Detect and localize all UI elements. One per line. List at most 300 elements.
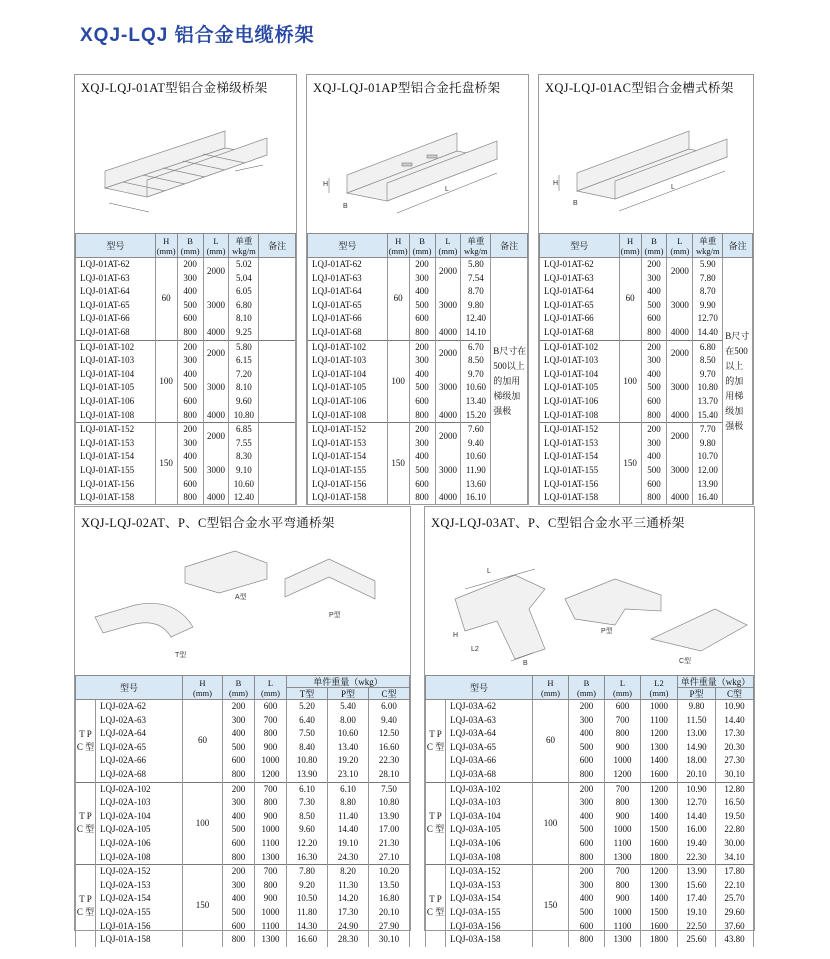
- length-cell: 4000: [435, 491, 461, 505]
- weight-cell: 14.40: [693, 326, 723, 340]
- value-cell: 1100: [605, 920, 641, 934]
- value-cell: 200: [223, 782, 255, 796]
- model-cell: LQJ-01AT-66: [540, 312, 620, 326]
- height-cell: 150: [155, 423, 177, 505]
- model-cell: LQJ-02A-106: [96, 837, 183, 851]
- value-cell: 500: [223, 906, 255, 920]
- model-cell: LQJ-03A-108: [446, 851, 533, 865]
- width-cell: 200: [641, 340, 667, 354]
- type-label-cell: T P C 型: [76, 865, 96, 947]
- ladder-tray-illustration: [75, 93, 296, 233]
- length-cell: 4000: [203, 409, 229, 423]
- weight-cell: 9.60: [229, 395, 259, 409]
- value-cell: 8.50: [287, 810, 328, 824]
- model-cell: LQJ-02A-62: [96, 700, 183, 714]
- col-b: B (mm): [641, 234, 667, 258]
- model-cell: LQJ-01AT-108: [540, 409, 620, 423]
- width-cell: 500: [641, 464, 667, 478]
- table-row: [426, 782, 754, 796]
- width-cell: 800: [177, 409, 203, 423]
- value-cell: 30.10: [716, 768, 754, 782]
- value-cell: 300: [223, 796, 255, 810]
- length-cell: 4000: [203, 491, 229, 505]
- value-cell: 17.80: [716, 865, 754, 879]
- value-cell: 12.80: [716, 782, 754, 796]
- panel-tray: [306, 74, 529, 505]
- value-cell: 1000: [255, 823, 287, 837]
- model-cell: LQJ-02A-64: [96, 727, 183, 741]
- panel-title: XQJ-LQJ-01AC型铝合金槽式桥架: [545, 81, 734, 95]
- panel-title: XQJ-LQJ-03AT、P、C型铝合金水平三通桥架: [431, 516, 685, 530]
- weight-cell: 5.80: [461, 258, 491, 272]
- value-cell: 12.70: [678, 796, 716, 810]
- model-cell: LQJ-01AT-158: [540, 491, 620, 505]
- model-cell: LQJ-01AT-63: [540, 272, 620, 286]
- table-row: [540, 395, 753, 409]
- height-cell: 60: [387, 258, 409, 341]
- width-cell: 400: [177, 450, 203, 464]
- col-t: T型: [287, 688, 328, 700]
- model-cell: LQJ-02A-66: [96, 754, 183, 768]
- value-cell: 500: [569, 906, 605, 920]
- value-cell: 1300: [255, 933, 287, 947]
- type-label-cell: T P C 型: [426, 865, 446, 947]
- col-l: L (mm): [255, 676, 287, 700]
- value-cell: 9.80: [678, 700, 716, 714]
- height-cell: 100: [619, 340, 641, 423]
- panel-horizontal-bend: [74, 506, 411, 945]
- value-cell: 16.50: [716, 796, 754, 810]
- value-cell: 600: [569, 837, 605, 851]
- length-cell: 3000: [203, 450, 229, 491]
- table-row: [426, 823, 754, 837]
- weight-cell: 9.40: [461, 437, 491, 451]
- model-cell: LQJ-01AT-108: [76, 409, 156, 423]
- model-cell: LQJ-03A-152: [446, 865, 533, 879]
- model-cell: LQJ-03A-63: [446, 714, 533, 728]
- model-cell: LQJ-02A-152: [96, 865, 183, 879]
- col-b: B (mm): [569, 676, 605, 700]
- value-cell: 1500: [641, 823, 678, 837]
- table-row: [76, 920, 410, 934]
- value-cell: 16.60: [369, 741, 410, 755]
- model-cell: LQJ-01AT-152: [308, 423, 388, 437]
- height-cell: 60: [533, 700, 569, 783]
- tray-illustration: [307, 93, 528, 233]
- trough-illustration: [539, 93, 753, 233]
- value-cell: 900: [605, 810, 641, 824]
- col-model: 型号: [76, 234, 156, 258]
- weight-cell: 12.00: [693, 464, 723, 478]
- value-cell: 5.20: [287, 700, 328, 714]
- model-cell: LQJ-01AT-106: [540, 395, 620, 409]
- model-cell: LQJ-01AT-153: [308, 437, 388, 451]
- col-weight: 单件重量（wkg）: [678, 676, 754, 688]
- width-cell: 200: [641, 423, 667, 437]
- value-cell: 1300: [641, 796, 678, 810]
- model-cell: LQJ-01AT-153: [540, 437, 620, 451]
- col-weight: 单重 wkg/m: [461, 234, 491, 258]
- svg-text:L: L: [445, 186, 449, 193]
- page-title: XQJ-LQJ 铝合金电缆桥架: [80, 25, 315, 46]
- value-cell: 900: [255, 810, 287, 824]
- value-cell: 24.30: [328, 851, 369, 865]
- model-cell: LQJ-01AT-65: [540, 299, 620, 313]
- value-cell: 43.80: [716, 933, 754, 947]
- table-row: [426, 796, 754, 810]
- col-h: H (mm): [156, 235, 176, 256]
- table-row: [426, 754, 754, 768]
- value-cell: 300: [569, 879, 605, 893]
- weight-cell: 10.60: [461, 450, 491, 464]
- value-cell: 13.90: [369, 810, 410, 824]
- value-cell: 28.30: [328, 933, 369, 947]
- table-row: [540, 450, 753, 464]
- value-cell: 27.10: [369, 851, 410, 865]
- value-cell: 17.30: [328, 906, 369, 920]
- svg-text:H: H: [553, 180, 559, 187]
- table-row: [426, 892, 754, 906]
- table-row: [540, 381, 753, 395]
- table-row: [540, 258, 753, 272]
- table-row: [76, 933, 410, 947]
- value-cell: 1000: [605, 754, 641, 768]
- table-row: [426, 810, 754, 824]
- value-cell: 1400: [641, 892, 678, 906]
- weight-cell: 7.70: [693, 423, 723, 437]
- width-cell: 200: [177, 423, 203, 437]
- value-cell: 700: [255, 865, 287, 879]
- value-cell: 11.30: [328, 879, 369, 893]
- value-cell: 28.10: [369, 768, 410, 782]
- col-l: L (mm): [605, 676, 641, 700]
- value-cell: 700: [605, 714, 641, 728]
- width-cell: 300: [409, 437, 435, 451]
- table-row: [540, 409, 753, 423]
- svg-text:B: B: [343, 203, 348, 210]
- value-cell: 400: [223, 810, 255, 824]
- value-cell: 20.30: [716, 741, 754, 755]
- value-cell: 12.50: [369, 727, 410, 741]
- weight-cell: 16.40: [693, 491, 723, 505]
- length-cell: 2000: [435, 258, 461, 286]
- model-cell: LQJ-03A-103: [446, 796, 533, 810]
- width-cell: 800: [177, 491, 203, 505]
- weight-cell: 12.40: [229, 491, 259, 505]
- weight-cell: 8.50: [461, 354, 491, 368]
- width-cell: 200: [409, 258, 435, 272]
- value-cell: 200: [569, 782, 605, 796]
- weight-cell: 13.40: [461, 395, 491, 409]
- weight-cell: 6.15: [229, 354, 259, 368]
- table-row: [76, 796, 410, 810]
- width-cell: 800: [409, 326, 435, 340]
- panel-title: XQJ-LQJ-01AT型铝合金梯级桥架: [81, 81, 268, 95]
- label-a: A型: [235, 594, 247, 601]
- model-cell: LQJ-03A-65: [446, 741, 533, 755]
- length-cell: 4000: [667, 326, 693, 340]
- table-row: [426, 851, 754, 865]
- width-cell: 200: [177, 258, 203, 272]
- value-cell: 1600: [641, 920, 678, 934]
- model-cell: LQJ-01AT-62: [76, 258, 156, 272]
- table-row: [76, 810, 410, 824]
- value-cell: 1300: [605, 851, 641, 865]
- value-cell: 25.60: [678, 933, 716, 947]
- bend-table: [75, 675, 410, 947]
- table-row: [426, 741, 754, 755]
- value-cell: 700: [605, 865, 641, 879]
- weight-cell: 7.20: [229, 368, 259, 382]
- value-cell: 7.50: [287, 727, 328, 741]
- value-cell: 6.10: [287, 782, 328, 796]
- value-cell: 800: [255, 727, 287, 741]
- table-row: [76, 892, 410, 906]
- model-cell: LQJ-01AT-62: [540, 258, 620, 272]
- model-cell: LQJ-01AT-155: [76, 464, 156, 478]
- value-cell: 21.30: [369, 837, 410, 851]
- table-row: [540, 299, 753, 313]
- model-cell: LQJ-02A-155: [96, 906, 183, 920]
- table-row: [426, 700, 754, 714]
- value-cell: 11.40: [328, 810, 369, 824]
- value-cell: 19.40: [678, 837, 716, 851]
- model-cell: LQJ-01AT-154: [76, 450, 156, 464]
- value-cell: 10.90: [716, 700, 754, 714]
- value-cell: 10.80: [369, 796, 410, 810]
- panel-ladder-tray: [74, 74, 297, 505]
- width-cell: 800: [641, 491, 667, 505]
- value-cell: 1300: [605, 933, 641, 947]
- value-cell: 6.10: [328, 782, 369, 796]
- model-cell: LQJ-01AT-155: [540, 464, 620, 478]
- width-cell: 400: [177, 285, 203, 299]
- weight-cell: 9.80: [693, 437, 723, 451]
- value-cell: 900: [255, 892, 287, 906]
- value-cell: 1300: [641, 879, 678, 893]
- width-cell: 300: [177, 437, 203, 451]
- value-cell: 800: [569, 851, 605, 865]
- width-cell: 500: [177, 464, 203, 478]
- width-cell: 300: [177, 272, 203, 286]
- width-cell: 200: [177, 340, 203, 354]
- panel-title: XQJ-LQJ-02AT、P、C型铝合金水平弯通桥架: [81, 516, 335, 530]
- value-cell: 19.10: [328, 837, 369, 851]
- model-cell: LQJ-01AT-108: [308, 409, 388, 423]
- model-cell: LQJ-03A-66: [446, 754, 533, 768]
- table-row: [540, 491, 753, 505]
- value-cell: 10.80: [287, 754, 328, 768]
- width-cell: 400: [409, 285, 435, 299]
- type-label-cell: T P C 型: [426, 782, 446, 865]
- model-cell: LQJ-01AT-63: [308, 272, 388, 286]
- col-l: L (mm): [667, 234, 693, 258]
- width-cell: 400: [409, 450, 435, 464]
- model-cell: LQJ-03A-68: [446, 768, 533, 782]
- width-cell: 600: [641, 312, 667, 326]
- width-cell: 600: [641, 478, 667, 492]
- width-cell: 500: [409, 381, 435, 395]
- col-h: H (mm): [533, 676, 569, 700]
- table-row: [540, 312, 753, 326]
- value-cell: 600: [255, 700, 287, 714]
- model-cell: LQJ-02A-102: [96, 782, 183, 796]
- model-cell: LQJ-01AT-64: [540, 285, 620, 299]
- value-cell: 1200: [641, 782, 678, 796]
- model-cell: LQJ-01AT-66: [308, 312, 388, 326]
- note-cell: B尺寸在500以上的加用梯级加强极: [491, 258, 528, 505]
- height-cell: 150: [533, 865, 569, 947]
- value-cell: 13.40: [328, 741, 369, 755]
- width-cell: 600: [409, 312, 435, 326]
- table-row: [76, 782, 410, 796]
- weight-cell: 7.80: [693, 272, 723, 286]
- type-label-cell: T P C 型: [76, 700, 96, 783]
- value-cell: 13.90: [287, 768, 328, 782]
- value-cell: 400: [223, 892, 255, 906]
- value-cell: 16.60: [287, 933, 328, 947]
- note-cell: B尺寸在500以上的加用梯级加强极: [723, 258, 753, 505]
- table-row: [76, 768, 410, 782]
- label-t: T型: [175, 652, 187, 659]
- value-cell: 20.10: [678, 768, 716, 782]
- table-row: [76, 423, 296, 437]
- weight-cell: 14.10: [461, 326, 491, 340]
- col-model: 型号: [76, 676, 183, 700]
- value-cell: 22.30: [678, 851, 716, 865]
- model-cell: LQJ-02A-153: [96, 879, 183, 893]
- value-cell: 10.90: [678, 782, 716, 796]
- table-row: [426, 714, 754, 728]
- value-cell: 8.40: [287, 741, 328, 755]
- weight-cell: 9.70: [693, 368, 723, 382]
- value-cell: 22.50: [678, 920, 716, 934]
- model-cell: LQJ-03A-155: [446, 906, 533, 920]
- table-row: [540, 340, 753, 354]
- value-cell: 17.30: [716, 727, 754, 741]
- length-cell: 2000: [203, 258, 229, 286]
- height-cell: 100: [183, 782, 223, 865]
- value-cell: 29.60: [716, 906, 754, 920]
- table-row: [540, 478, 753, 492]
- width-cell: 300: [177, 354, 203, 368]
- value-cell: 30.00: [716, 837, 754, 851]
- value-cell: 1600: [641, 837, 678, 851]
- weight-cell: 10.60: [229, 478, 259, 492]
- weight-cell: 12.40: [461, 312, 491, 326]
- svg-text:H: H: [323, 181, 329, 188]
- value-cell: 14.30: [287, 920, 328, 934]
- width-cell: 600: [409, 395, 435, 409]
- value-cell: 1000: [255, 754, 287, 768]
- width-cell: 800: [409, 409, 435, 423]
- value-cell: 500: [569, 741, 605, 755]
- value-cell: 12.20: [287, 837, 328, 851]
- value-cell: 1100: [641, 714, 678, 728]
- value-cell: 600: [223, 920, 255, 934]
- weight-cell: 8.70: [693, 285, 723, 299]
- width-cell: 600: [177, 312, 203, 326]
- value-cell: 500: [223, 823, 255, 837]
- value-cell: 500: [223, 741, 255, 755]
- value-cell: 14.40: [678, 810, 716, 824]
- weight-cell: 5.80: [229, 340, 259, 354]
- model-cell: LQJ-01AT-105: [540, 381, 620, 395]
- model-cell: LQJ-01AT-106: [76, 395, 156, 409]
- trough-table: [539, 233, 753, 505]
- value-cell: 22.10: [716, 879, 754, 893]
- value-cell: 1600: [641, 768, 678, 782]
- label-h: H: [453, 632, 459, 639]
- model-cell: LQJ-01AT-155: [308, 464, 388, 478]
- model-cell: LQJ-01AT-153: [76, 437, 156, 451]
- model-cell: LQJ-03A-106: [446, 837, 533, 851]
- label-p: P型: [329, 612, 341, 619]
- weight-cell: 9.70: [461, 368, 491, 382]
- length-cell: 2000: [203, 423, 229, 451]
- model-cell: LQJ-01AT-104: [540, 368, 620, 382]
- col-note: 备注: [723, 234, 753, 258]
- table-row: [308, 258, 528, 272]
- weight-cell: 9.25: [229, 326, 259, 340]
- value-cell: 14.40: [328, 823, 369, 837]
- width-cell: 600: [409, 478, 435, 492]
- value-cell: 1300: [641, 741, 678, 755]
- col-weight: 单件重量（wkg）: [287, 676, 410, 688]
- model-cell: LQJ-03A-64: [446, 727, 533, 741]
- value-cell: 400: [569, 727, 605, 741]
- length-cell: 2000: [667, 423, 693, 451]
- weight-cell: 6.85: [229, 423, 259, 437]
- table-row: [426, 865, 754, 879]
- model-cell: LQJ-01AT-154: [308, 450, 388, 464]
- value-cell: 1100: [255, 837, 287, 851]
- table-row: [540, 272, 753, 286]
- value-cell: 200: [223, 700, 255, 714]
- table-row: [76, 714, 410, 728]
- value-cell: 300: [569, 796, 605, 810]
- width-cell: 400: [641, 285, 667, 299]
- value-cell: 200: [223, 865, 255, 879]
- tee-illustration: [425, 529, 754, 675]
- weight-cell: 7.55: [229, 437, 259, 451]
- value-cell: 700: [255, 714, 287, 728]
- weight-cell: 5.04: [229, 272, 259, 286]
- value-cell: 400: [569, 810, 605, 824]
- note-cell: [259, 258, 296, 341]
- value-cell: 800: [255, 879, 287, 893]
- length-cell: 3000: [435, 285, 461, 326]
- length-cell: 4000: [435, 409, 461, 423]
- col-h: H (mm): [183, 676, 223, 700]
- value-cell: 9.40: [369, 714, 410, 728]
- col-c: C型: [369, 688, 410, 700]
- table-row: [76, 700, 410, 714]
- value-cell: 1000: [641, 700, 678, 714]
- model-cell: LQJ-03A-102: [446, 782, 533, 796]
- value-cell: 27.30: [716, 754, 754, 768]
- value-cell: 1800: [641, 851, 678, 865]
- svg-text:L: L: [671, 184, 675, 191]
- model-cell: LQJ-03A-156: [446, 920, 533, 934]
- width-cell: 800: [177, 326, 203, 340]
- value-cell: 1300: [255, 851, 287, 865]
- value-cell: 1100: [255, 920, 287, 934]
- length-cell: 2000: [667, 340, 693, 368]
- width-cell: 500: [177, 299, 203, 313]
- weight-cell: 13.60: [461, 478, 491, 492]
- model-cell: LQJ-03A-105: [446, 823, 533, 837]
